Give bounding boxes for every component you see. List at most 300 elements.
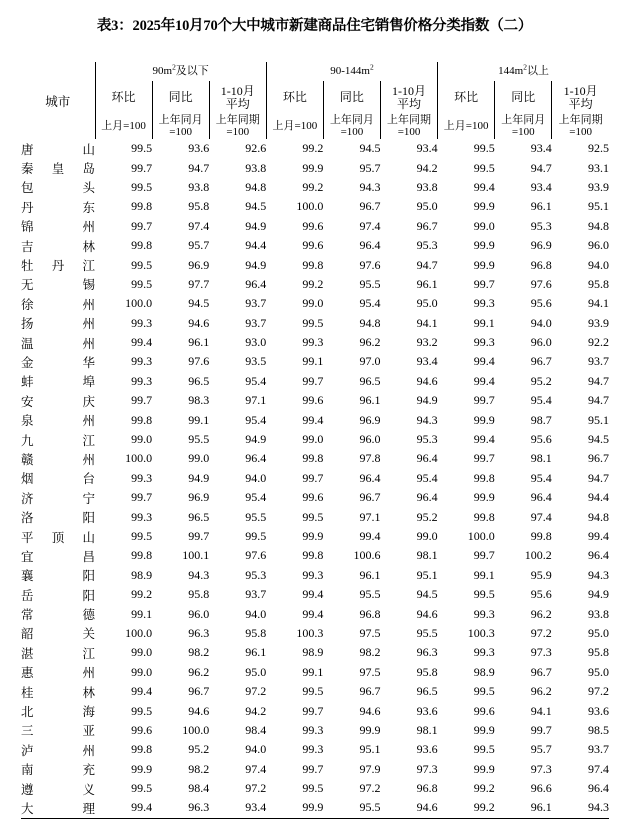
header-sub-line1: 同比 xyxy=(339,90,364,105)
index-value-cell: 99.6 xyxy=(473,703,495,718)
header-row-baselines xyxy=(21,114,609,139)
index-value-cell: 99.4 xyxy=(302,587,324,602)
index-value-cell: 99.1 xyxy=(131,606,153,621)
header-group-label-1: 90-144m xyxy=(330,64,370,77)
table-row xyxy=(21,197,609,216)
index-value-cell: 99.7 xyxy=(131,218,153,233)
index-value-cell: 99.0 xyxy=(473,218,495,233)
city-name-cell: 南充 xyxy=(21,763,95,778)
index-value-cell: 99.0 xyxy=(302,296,324,311)
index-value-cell: 94.7 xyxy=(530,160,552,175)
index-value-cell: 95.4 xyxy=(416,470,438,485)
index-value-cell: 99.9 xyxy=(473,722,495,737)
index-value-cell: 95.3 xyxy=(245,567,267,582)
index-value-cell: 96.5 xyxy=(188,373,210,388)
index-value-cell: 96.1 xyxy=(416,276,438,291)
index-value-cell: 100.0 xyxy=(125,625,153,640)
city-name-cell: 平顶山 xyxy=(21,530,95,545)
index-value-cell: 97.2 xyxy=(245,781,267,796)
index-value-cell: 99.5 xyxy=(245,529,267,543)
index-value-cell: 99.3 xyxy=(131,509,153,524)
index-value-cell: 94.0 xyxy=(588,257,609,272)
index-value-cell: 95.0 xyxy=(588,625,609,640)
city-name-cell: 蚌埠 xyxy=(21,375,95,390)
index-value-cell: 94.8 xyxy=(245,179,267,194)
index-value-cell: 99.5 xyxy=(131,257,153,272)
index-value-cell: 94.8 xyxy=(359,315,381,330)
table-row xyxy=(21,546,609,565)
index-value-cell: 93.6 xyxy=(588,703,609,718)
index-value-cell: 96.2 xyxy=(188,664,210,679)
index-value-cell: 95.8 xyxy=(416,664,438,679)
index-value-cell: 94.8 xyxy=(588,509,609,524)
city-name-cell: 常德 xyxy=(21,608,95,623)
index-value-cell: 99.8 xyxy=(302,548,324,563)
table-row xyxy=(21,779,609,798)
index-value-cell: 96.1 xyxy=(188,335,210,350)
index-value-cell: 99.4 xyxy=(302,412,324,427)
index-value-cell: 93.7 xyxy=(245,315,267,330)
header-base-2-0 xyxy=(438,114,495,139)
index-value-cell: 100.0 xyxy=(296,199,324,214)
index-value-cell: 99.7 xyxy=(302,761,324,776)
index-value-cell: 99.7 xyxy=(131,393,153,408)
index-value-cell: 97.7 xyxy=(188,276,210,291)
index-value-cell: 93.9 xyxy=(588,179,609,194)
city-name-cell: 烟台 xyxy=(21,472,95,487)
table-row xyxy=(21,566,609,585)
index-value-cell: 98.2 xyxy=(188,761,210,776)
table-row xyxy=(21,643,609,662)
index-value-cell: 94.6 xyxy=(380,798,437,818)
city-name-cell: 湛江 xyxy=(21,646,95,661)
index-value-cell: 99.4 xyxy=(588,529,609,543)
header-sub-line1: 环比 xyxy=(111,90,136,105)
index-value-cell: 96.2 xyxy=(359,335,381,350)
table-row xyxy=(21,236,609,255)
index-value-cell: 99.5 xyxy=(131,529,153,543)
index-value-cell: 98.1 xyxy=(416,722,438,737)
index-value-cell: 93.1 xyxy=(588,160,609,175)
header-sub-line1: 1-10月 xyxy=(220,83,255,98)
index-value-cell: 95.9 xyxy=(530,567,552,582)
index-value-cell: 97.4 xyxy=(245,761,267,776)
table-row xyxy=(21,255,609,274)
index-value-cell: 98.5 xyxy=(588,722,609,737)
header-sub-line2: 平均 xyxy=(397,96,422,111)
index-value-cell: 99.9 xyxy=(266,798,323,818)
index-value-cell: 99.9 xyxy=(302,160,324,175)
city-name-cell: 洛阳 xyxy=(21,511,95,526)
table-row xyxy=(21,701,609,720)
index-value-cell: 98.1 xyxy=(416,548,438,563)
index-value-cell: 99.7 xyxy=(131,160,153,175)
index-value-cell: 97.9 xyxy=(359,761,381,776)
table-row xyxy=(21,352,609,371)
index-value-cell: 99.4 xyxy=(131,335,153,350)
index-value-cell: 96.7 xyxy=(359,199,381,214)
index-value-cell: 96.0 xyxy=(359,432,381,447)
city-name-cell: 北海 xyxy=(21,705,95,720)
index-value-cell: 99.3 xyxy=(473,335,495,350)
index-value-cell: 95.5 xyxy=(188,432,210,447)
table-row xyxy=(21,430,609,449)
index-value-cell: 94.6 xyxy=(416,606,438,621)
index-value-cell: 97.1 xyxy=(245,393,267,408)
index-value-cell: 96.7 xyxy=(416,218,438,233)
index-value-cell: 94.9 xyxy=(416,393,438,408)
index-value-cell: 97.1 xyxy=(359,509,381,524)
header-sub-line1: 环比 xyxy=(282,90,307,105)
table-row xyxy=(21,314,609,333)
index-value-cell: 95.0 xyxy=(416,199,438,214)
index-value-cell: 94.3 xyxy=(552,798,609,818)
header-group-label-0: 90m xyxy=(152,64,173,77)
table-row xyxy=(21,469,609,488)
header-base-line1: 上月=100 xyxy=(443,119,489,132)
header-base-line1: 上年同月 xyxy=(158,113,203,126)
index-value-cell: 99.2 xyxy=(302,141,324,156)
header-group-sup-0: 2 xyxy=(172,62,176,72)
index-value-cell: 93.4 xyxy=(209,798,266,818)
index-value-cell: 99.6 xyxy=(302,218,324,233)
index-value-cell: 99.8 xyxy=(131,238,153,253)
index-value-cell: 99.5 xyxy=(131,276,153,291)
index-value-cell: 99.3 xyxy=(473,296,495,311)
index-value-cell: 97.0 xyxy=(359,354,381,369)
header-base-0-2 xyxy=(209,114,266,139)
table-row xyxy=(21,294,609,313)
index-value-cell: 95.8 xyxy=(188,199,210,214)
index-value-cell: 97.2 xyxy=(530,625,552,640)
index-value-cell: 97.4 xyxy=(588,761,609,776)
header-sub-line1: 1-10月 xyxy=(563,83,598,98)
index-value-cell: 98.9 xyxy=(473,664,495,679)
city-name-cell: 牡丹江 xyxy=(21,259,95,274)
index-value-cell: 95.3 xyxy=(416,432,438,447)
index-value-cell: 94.4 xyxy=(245,238,267,253)
table-row xyxy=(21,740,609,759)
header-base-line2: =100 xyxy=(569,125,592,138)
header-sub-line1: 环比 xyxy=(454,90,479,105)
index-value-cell: 100.3 xyxy=(296,625,324,640)
header-base-line1: 上月=100 xyxy=(272,119,318,132)
index-value-cell: 93.4 xyxy=(416,141,438,156)
index-value-cell: 95.0 xyxy=(588,664,609,679)
index-value-cell: 96.4 xyxy=(359,470,381,485)
index-value-cell: 96.1 xyxy=(359,567,381,582)
index-value-cell: 94.5 xyxy=(416,587,438,602)
index-value-cell: 98.9 xyxy=(131,567,153,582)
index-value-cell: 98.2 xyxy=(359,645,381,660)
index-value-cell: 98.4 xyxy=(188,781,210,796)
index-value-cell: 99.3 xyxy=(302,335,324,350)
index-value-cell: 95.3 xyxy=(416,238,438,253)
index-value-cell: 99.4 xyxy=(359,529,381,543)
index-value-cell: 92.5 xyxy=(588,141,609,156)
header-sub-2-2 xyxy=(552,81,609,114)
city-name-cell: 金华 xyxy=(21,355,95,370)
index-value-cell: 99.8 xyxy=(530,529,552,543)
index-value-cell: 99.7 xyxy=(530,722,552,737)
header-sub-1-0 xyxy=(266,81,323,114)
index-value-cell: 96.3 xyxy=(188,625,210,640)
index-value-cell: 93.8 xyxy=(588,606,609,621)
index-value-cell: 96.5 xyxy=(188,509,210,524)
index-value-cell: 99.9 xyxy=(473,257,495,272)
header-base-2-1 xyxy=(495,114,552,139)
header-base-line2: =100 xyxy=(397,125,421,138)
index-value-cell: 99.8 xyxy=(473,470,495,485)
index-value-cell: 99.4 xyxy=(473,373,495,388)
index-value-cell: 99.9 xyxy=(473,199,495,214)
index-value-cell: 99.5 xyxy=(473,160,495,175)
table-row xyxy=(21,275,609,294)
index-value-cell: 99.7 xyxy=(473,451,495,466)
table-row xyxy=(21,410,609,429)
index-value-cell: 95.7 xyxy=(359,160,381,175)
index-value-cell: 99.4 xyxy=(473,179,495,194)
header-sub-0-1 xyxy=(152,81,209,114)
city-name-cell: 遵义 xyxy=(21,782,95,797)
index-value-cell: 94.9 xyxy=(245,432,267,447)
index-value-cell: 96.5 xyxy=(416,684,438,699)
header-sub-line1: 同比 xyxy=(168,90,193,105)
index-value-cell: 95.1 xyxy=(416,567,438,582)
index-value-cell: 94.2 xyxy=(416,160,438,175)
header-base-0-0 xyxy=(95,114,152,139)
index-value-cell: 95.8 xyxy=(188,587,210,602)
index-value-cell: 94.8 xyxy=(588,218,609,233)
index-value-cell: 95.4 xyxy=(245,373,267,388)
index-value-cell: 93.6 xyxy=(416,742,438,757)
index-value-cell: 94.3 xyxy=(588,567,609,582)
index-value-cell: 99.2 xyxy=(473,781,495,796)
index-value-cell: 99.4 xyxy=(473,354,495,369)
index-value-cell: 94.3 xyxy=(416,412,438,427)
index-value-cell: 95.4 xyxy=(530,393,552,408)
index-value-cell: 100.0 xyxy=(125,296,153,311)
header-base-line1: 上年同期 xyxy=(558,113,603,126)
index-value-cell: 99.1 xyxy=(302,354,324,369)
index-value-cell: 99.3 xyxy=(131,354,153,369)
index-value-cell: 96.8 xyxy=(530,257,552,272)
index-value-cell: 100.0 xyxy=(467,529,495,543)
index-value-cell: 98.3 xyxy=(188,393,210,408)
index-value-cell: 95.5 xyxy=(359,587,381,602)
index-value-cell: 97.4 xyxy=(359,218,381,233)
index-value-cell: 94.2 xyxy=(245,703,267,718)
index-value-cell: 97.5 xyxy=(359,625,381,640)
header-base-1-0 xyxy=(266,114,323,139)
city-name-cell: 济宁 xyxy=(21,491,95,506)
header-sub-1-1 xyxy=(323,81,380,114)
index-value-cell: 96.7 xyxy=(530,354,552,369)
index-value-cell: 97.2 xyxy=(245,684,267,699)
price-index-table xyxy=(21,62,609,819)
index-value-cell: 96.2 xyxy=(530,684,552,699)
index-value-cell: 96.8 xyxy=(416,781,438,796)
table-row xyxy=(21,798,609,818)
index-value-cell: 99.4 xyxy=(131,684,153,699)
index-value-cell: 96.4 xyxy=(245,276,267,291)
index-value-cell: 94.1 xyxy=(416,315,438,330)
index-value-cell: 94.0 xyxy=(245,470,267,485)
index-value-cell: 97.2 xyxy=(588,684,609,699)
index-value-cell: 95.6 xyxy=(530,432,552,447)
city-name-cell: 丹东 xyxy=(21,200,95,215)
index-value-cell: 93.9 xyxy=(588,315,609,330)
index-value-cell: 96.0 xyxy=(188,606,210,621)
index-value-cell: 94.7 xyxy=(588,470,609,485)
index-value-cell: 99.3 xyxy=(131,373,153,388)
index-value-cell: 95.5 xyxy=(323,798,380,818)
table-row xyxy=(21,721,609,740)
index-value-cell: 96.4 xyxy=(588,548,609,563)
table-header xyxy=(21,62,609,139)
city-name-cell: 泸州 xyxy=(21,743,95,758)
index-value-cell: 96.3 xyxy=(416,645,438,660)
header-group-sup-1: 2 xyxy=(369,62,374,72)
index-value-cell: 96.9 xyxy=(188,490,210,505)
index-value-cell: 99.0 xyxy=(416,529,438,543)
index-value-cell: 99.4 xyxy=(95,798,152,818)
index-value-cell: 97.3 xyxy=(530,761,552,776)
table-row xyxy=(21,372,609,391)
header-base-line2: =100 xyxy=(340,125,364,138)
index-value-cell: 96.7 xyxy=(359,490,381,505)
index-value-cell: 93.6 xyxy=(416,703,438,718)
index-value-cell: 99.1 xyxy=(302,664,324,679)
index-value-cell: 97.6 xyxy=(245,548,267,563)
table-row xyxy=(21,333,609,352)
index-value-cell: 97.3 xyxy=(530,645,552,660)
index-value-cell: 99.5 xyxy=(131,703,153,718)
city-name-cell: 桂林 xyxy=(21,685,95,700)
index-value-cell: 95.5 xyxy=(416,625,438,640)
index-value-cell: 99.0 xyxy=(131,432,153,447)
index-value-cell: 94.3 xyxy=(359,179,381,194)
index-value-cell: 99.3 xyxy=(131,315,153,330)
index-value-cell: 92.2 xyxy=(588,335,609,350)
index-value-cell: 95.8 xyxy=(588,645,609,660)
index-value-cell: 94.5 xyxy=(588,432,609,447)
city-name-cell: 襄阳 xyxy=(21,569,95,584)
index-value-cell: 96.8 xyxy=(359,606,381,621)
index-value-cell: 97.6 xyxy=(530,276,552,291)
index-value-cell: 99.6 xyxy=(302,238,324,253)
index-value-cell: 93.7 xyxy=(588,742,609,757)
index-value-cell: 96.5 xyxy=(359,373,381,388)
index-value-cell: 96.9 xyxy=(530,238,552,253)
index-value-cell: 98.9 xyxy=(302,645,324,660)
index-value-cell: 99.8 xyxy=(131,412,153,427)
index-value-cell: 95.0 xyxy=(416,296,438,311)
header-base-line2: =100 xyxy=(226,125,250,138)
index-value-cell: 94.9 xyxy=(188,470,210,485)
index-value-cell: 96.4 xyxy=(245,451,267,466)
index-value-cell: 99.9 xyxy=(473,761,495,776)
header-base-line1: 上年同月 xyxy=(329,113,374,126)
table-row xyxy=(21,507,609,526)
index-value-cell: 95.3 xyxy=(530,218,552,233)
index-value-cell: 94.5 xyxy=(245,199,267,214)
table-row xyxy=(21,604,609,623)
index-value-cell: 100.0 xyxy=(182,722,210,737)
index-value-cell: 94.6 xyxy=(416,373,438,388)
index-value-cell: 94.5 xyxy=(188,296,210,311)
index-value-cell: 97.6 xyxy=(188,354,210,369)
index-value-cell: 99.3 xyxy=(302,742,324,757)
header-base-line1: 上年同期 xyxy=(215,113,260,126)
table-row xyxy=(21,663,609,682)
index-value-cell: 99.3 xyxy=(302,722,324,737)
header-group-sup-2: 2 xyxy=(523,62,527,72)
header-sub-line1: 1-10月 xyxy=(392,83,427,98)
index-value-cell: 98.1 xyxy=(530,451,552,466)
index-value-cell: 95.4 xyxy=(530,470,552,485)
index-value-cell: 93.6 xyxy=(188,141,210,156)
header-base-line1: 上年同期 xyxy=(387,113,432,126)
index-value-cell: 99.7 xyxy=(302,470,324,485)
header-base-1-1 xyxy=(323,114,380,139)
table-row xyxy=(21,391,609,410)
index-value-cell: 94.7 xyxy=(588,393,609,408)
header-base-line1: 上月=100 xyxy=(101,119,146,132)
header-base-1-2 xyxy=(380,114,437,139)
index-value-cell: 93.2 xyxy=(416,335,438,350)
city-name-cell: 锦州 xyxy=(21,220,95,235)
city-name-cell: 无锡 xyxy=(21,278,95,293)
index-value-cell: 93.4 xyxy=(416,354,438,369)
index-value-cell: 99.5 xyxy=(131,179,153,194)
index-value-cell: 93.7 xyxy=(245,587,267,602)
index-value-cell: 99.5 xyxy=(302,781,324,796)
header-base-0-1 xyxy=(152,114,209,139)
index-value-cell: 95.5 xyxy=(245,509,267,524)
city-name-cell: 赣州 xyxy=(21,452,95,467)
city-name-cell: 九江 xyxy=(21,433,95,448)
index-value-cell: 94.9 xyxy=(245,218,267,233)
index-value-cell: 99.3 xyxy=(302,567,324,582)
index-value-cell: 99.8 xyxy=(302,451,324,466)
index-value-cell: 100.0 xyxy=(125,451,153,466)
city-name-cell: 宜昌 xyxy=(21,549,95,564)
index-value-cell: 96.0 xyxy=(530,335,552,350)
index-value-cell: 95.5 xyxy=(359,276,381,291)
index-value-cell: 96.7 xyxy=(530,664,552,679)
index-value-cell: 97.4 xyxy=(188,218,210,233)
index-value-cell: 99.5 xyxy=(131,141,153,156)
index-value-cell: 99.7 xyxy=(473,393,495,408)
index-value-cell: 95.0 xyxy=(245,664,267,679)
index-value-cell: 96.9 xyxy=(188,257,210,272)
city-name-cell: 惠州 xyxy=(21,666,95,681)
index-value-cell: 99.6 xyxy=(302,393,324,408)
header-group-90-and-under xyxy=(95,62,266,81)
header-sub-2-0 xyxy=(438,81,495,114)
index-value-cell: 95.2 xyxy=(530,373,552,388)
index-value-cell: 99.5 xyxy=(302,315,324,330)
index-value-cell: 94.3 xyxy=(188,567,210,582)
city-name-cell: 包头 xyxy=(21,181,95,196)
index-value-cell: 99.6 xyxy=(302,490,324,505)
table-row xyxy=(21,217,609,236)
index-value-cell: 95.1 xyxy=(588,412,609,427)
city-name-cell: 大理 xyxy=(21,798,95,818)
index-value-cell: 94.0 xyxy=(245,606,267,621)
header-group-tail-2: 以上 xyxy=(526,64,549,77)
